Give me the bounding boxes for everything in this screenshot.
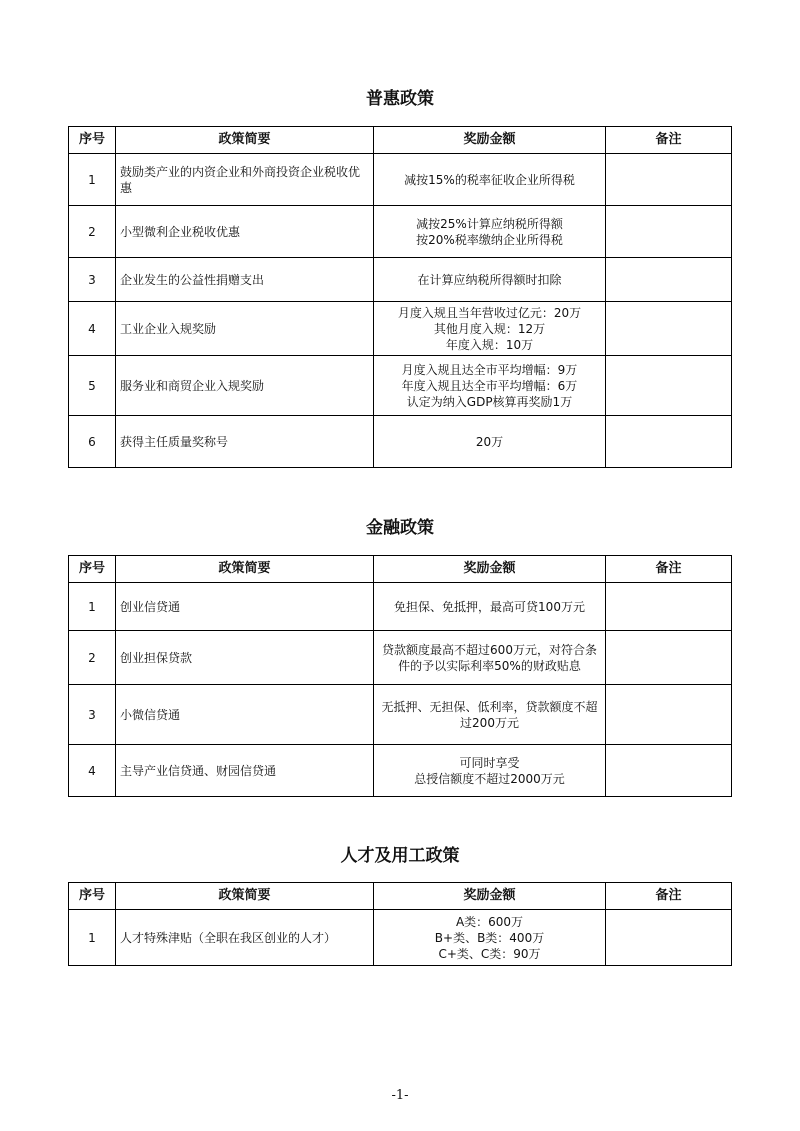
cell-summary: 服务业和商贸企业入规奖励 [116,356,374,416]
reward-line: 月度入规且达全市平均增幅：9万 [401,362,578,377]
cell-summary: 主导产业信贷通、财园信贷通 [116,745,374,797]
cell-summary: 创业信贷通 [116,583,374,631]
cell-summary: 企业发生的公益性捐赠支出 [116,258,374,302]
table-row [69,745,732,797]
cell-seq: 1 [69,910,116,966]
policy-table-puhui [68,126,732,468]
header-seq: 序号 [69,127,116,154]
cell-seq: 5 [69,356,116,416]
header-summary: 政策简要 [116,127,374,154]
reward-line: 在计算应纳税所得额时扣除 [417,272,562,287]
table-header-row [69,556,732,583]
table-row [69,356,732,416]
cell-reward [374,258,606,302]
cell-summary: 工业企业入规奖励 [116,302,374,356]
reward-line: 减按15%的税率征收企业所得税 [404,172,575,187]
table-row [69,583,732,631]
header-seq: 序号 [69,556,116,583]
header-reward: 奖励金额 [374,556,606,583]
header-reward: 奖励金额 [374,883,606,910]
table-row [69,206,732,258]
cell-note [606,206,732,258]
cell-reward [374,154,606,206]
cell-seq: 3 [69,685,116,745]
table-row [69,631,732,685]
policy-table-jinrong [68,555,732,797]
section-title-puhui: 普惠政策 [366,89,434,109]
table-row [69,416,732,468]
header-summary: 政策简要 [116,556,374,583]
policy-table-rencai [68,882,732,966]
table-row [69,685,732,745]
cell-seq: 2 [69,631,116,685]
table-row [69,910,732,966]
reward-line: 年度入规：10万 [445,337,534,352]
table-row [69,302,732,356]
reward-line: 减按25%计算应纳税所得额 [416,216,563,231]
cell-summary: 鼓励类产业的内资企业和外商投资企业税收优惠 [116,154,374,206]
table-row [69,258,732,302]
cell-note [606,302,732,356]
reward-line: 贷款额度最高不超过600万元，对符合条件的予以实际利率50%的财政贴息 [382,642,597,673]
cell-summary: 创业担保贷款 [116,631,374,685]
cell-reward [374,745,606,797]
cell-note [606,685,732,745]
cell-seq: 1 [69,583,116,631]
reward-line: 无抵押、无担保、低利率，贷款额度不超过200万元 [381,699,598,730]
cell-note [606,258,732,302]
cell-note [606,745,732,797]
reward-line: 按20%税率缴纳企业所得税 [416,232,563,247]
header-summary: 政策简要 [116,883,374,910]
reward-line: C+类、C类：90万 [438,946,541,961]
cell-summary: 人才特殊津贴（全职在我区创业的人才） [116,910,374,966]
reward-line: 年度入规且达全市平均增幅：6万 [401,378,578,393]
cell-seq: 3 [69,258,116,302]
reward-line: 认定为纳入GDP核算再奖励1万 [406,394,573,409]
reward-line: A类：600万 [455,914,524,929]
cell-note [606,631,732,685]
page-number: -1- [391,1088,409,1103]
cell-reward [374,356,606,416]
header-note: 备注 [606,556,732,583]
cell-seq: 1 [69,154,116,206]
cell-seq: 4 [69,302,116,356]
header-seq: 序号 [69,883,116,910]
table-row [69,154,732,206]
reward-line: 可同时享受 [459,755,520,770]
section-title-rencai: 人才及用工政策 [340,846,460,866]
cell-reward [374,302,606,356]
cell-summary: 小微信贷通 [116,685,374,745]
reward-line: 月度入规且当年营收过亿元：20万 [397,305,582,320]
table-header-row [69,883,732,910]
cell-reward [374,583,606,631]
header-note: 备注 [606,127,732,154]
cell-summary: 小型微利企业税收优惠 [116,206,374,258]
cell-seq: 6 [69,416,116,468]
cell-seq: 2 [69,206,116,258]
cell-seq: 4 [69,745,116,797]
header-note: 备注 [606,883,732,910]
cell-note [606,356,732,416]
cell-reward [374,631,606,685]
cell-reward [374,685,606,745]
section-title-jinrong: 金融政策 [366,518,434,538]
cell-note [606,416,732,468]
reward-line: 20万 [475,434,504,449]
cell-reward [374,416,606,468]
table-header-row [69,127,732,154]
reward-line: 其他月度入规：12万 [433,321,546,336]
reward-line: 免担保、免抵押，最高可贷100万元 [394,599,585,614]
cell-reward [374,910,606,966]
header-reward: 奖励金额 [374,127,606,154]
reward-line: 总授信额度不超过2000万元 [414,771,565,786]
cell-note [606,154,732,206]
cell-reward [374,206,606,258]
cell-summary: 获得主任质量奖称号 [116,416,374,468]
cell-note [606,583,732,631]
reward-line: B+类、B类：400万 [434,930,545,945]
cell-note [606,910,732,966]
